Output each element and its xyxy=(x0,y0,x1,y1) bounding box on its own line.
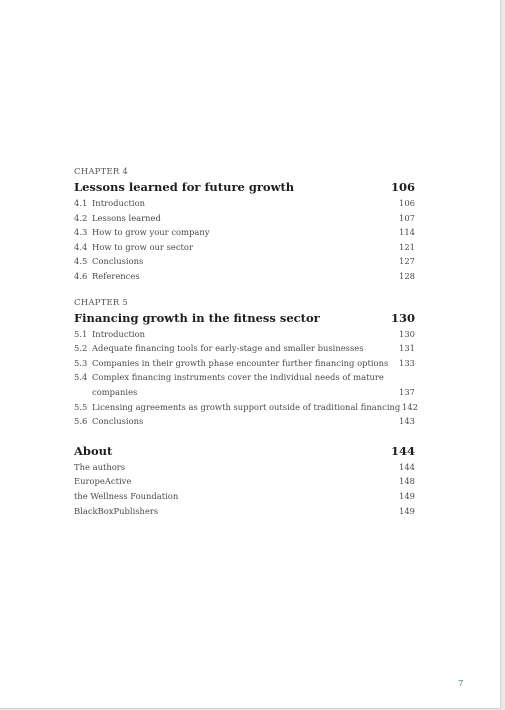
about-heading[interactable] xyxy=(74,442,415,460)
toc-entry[interactable] xyxy=(74,370,415,399)
chapter-4-label: CHAPTER 4 xyxy=(74,167,128,177)
entry-number: 4.6 xyxy=(74,270,88,281)
chapter-4-entries xyxy=(74,196,415,284)
entry-page: 130 xyxy=(399,328,415,339)
entry-title: Conclusions xyxy=(92,256,144,267)
entry-title: Introduction xyxy=(92,198,146,208)
entry-number: 5.1 xyxy=(74,328,88,339)
about-title: About xyxy=(74,443,113,458)
entry-title: Introduction xyxy=(92,328,146,339)
entry-page: 142 xyxy=(402,401,418,412)
toc-entry[interactable] xyxy=(74,225,415,240)
entry-page: 131 xyxy=(399,343,415,354)
entry-number: 5.6 xyxy=(74,416,88,427)
chapter-4-title: Lessons learned for future growth xyxy=(74,180,295,194)
section-spacer xyxy=(74,284,415,298)
entry-title: Adequate financing tools for early-stage and smaller businesses xyxy=(92,343,364,354)
entry-page: 106 xyxy=(399,198,415,208)
toc-entry[interactable] xyxy=(74,356,415,371)
entry-page: 137 xyxy=(399,386,415,397)
entry-title: BlackBoxPublishers xyxy=(74,505,159,516)
toc-entry[interactable] xyxy=(74,327,415,342)
entry-title: Lessons learned xyxy=(92,212,161,223)
entry-page: 149 xyxy=(399,505,415,516)
toc-entry[interactable] xyxy=(74,240,415,255)
entry-title: References xyxy=(92,270,140,281)
toc-entry[interactable] xyxy=(74,504,415,519)
toc-entry[interactable] xyxy=(74,211,415,226)
entry-title: How to grow your company xyxy=(92,227,210,238)
chapter-5-page: 130 xyxy=(390,310,415,325)
chapter-5-heading[interactable] xyxy=(74,309,415,327)
chapter-4-heading[interactable] xyxy=(74,178,415,196)
entry-number: 4.5 xyxy=(74,256,88,267)
entry-number: 4.3 xyxy=(74,227,88,238)
entry-title: The authors xyxy=(74,461,126,472)
entry-page: 114 xyxy=(399,227,415,238)
entry-title: EuropeActive xyxy=(74,476,132,487)
toc-entry[interactable] xyxy=(74,269,415,284)
entry-page: 143 xyxy=(399,416,415,427)
entry-title: Conclusions xyxy=(92,416,144,427)
entry-number: 5.4 xyxy=(74,372,88,383)
toc-entry[interactable] xyxy=(74,474,415,489)
about-entries xyxy=(74,460,415,518)
toc-entry[interactable] xyxy=(74,460,415,475)
entry-title: Complex financing instruments cover the individual needs of mature companies xyxy=(92,372,384,397)
toc-entry[interactable] xyxy=(74,414,415,429)
entry-page: 148 xyxy=(399,476,415,487)
entry-page: 128 xyxy=(399,270,415,281)
entry-title: Licensing agreements as growth support outside of traditional financing xyxy=(92,401,401,412)
toc-entry[interactable] xyxy=(74,400,418,415)
toc-entry[interactable] xyxy=(74,489,415,504)
entry-page: 133 xyxy=(399,357,415,368)
entry-number: 5.2 xyxy=(74,343,88,354)
entry-title: the Wellness Foundation xyxy=(74,490,179,501)
entry-page: 121 xyxy=(399,241,415,252)
about-page: 144 xyxy=(390,443,415,458)
entry-title: Companies in their growth phase encounter further financing options xyxy=(92,357,389,368)
entry-number: 5.3 xyxy=(74,357,88,368)
entry-page: 149 xyxy=(399,490,415,501)
section-spacer xyxy=(74,429,415,442)
entry-page: 107 xyxy=(399,212,415,223)
chapter-5-title: Financing growth in the fitness sector xyxy=(74,310,320,325)
toc-entry[interactable] xyxy=(74,196,415,211)
entry-number: 4.2 xyxy=(74,212,88,223)
entry-page: 144 xyxy=(399,461,415,472)
entry-number: 4.4 xyxy=(74,241,88,252)
entry-number: 4.1 xyxy=(74,198,88,208)
entry-title: How to grow our sector xyxy=(92,241,193,252)
chapter-5-label: CHAPTER 5 xyxy=(74,297,128,308)
entry-number: 5.5 xyxy=(74,401,88,412)
toc-entry[interactable] xyxy=(74,341,415,356)
toc-entry[interactable] xyxy=(74,254,415,269)
chapter-5-entries xyxy=(74,327,418,429)
entry-page: 127 xyxy=(399,256,415,267)
chapter-4-page: 106 xyxy=(390,180,415,194)
table-of-contents xyxy=(74,167,418,518)
page-number: 7 xyxy=(458,679,464,689)
